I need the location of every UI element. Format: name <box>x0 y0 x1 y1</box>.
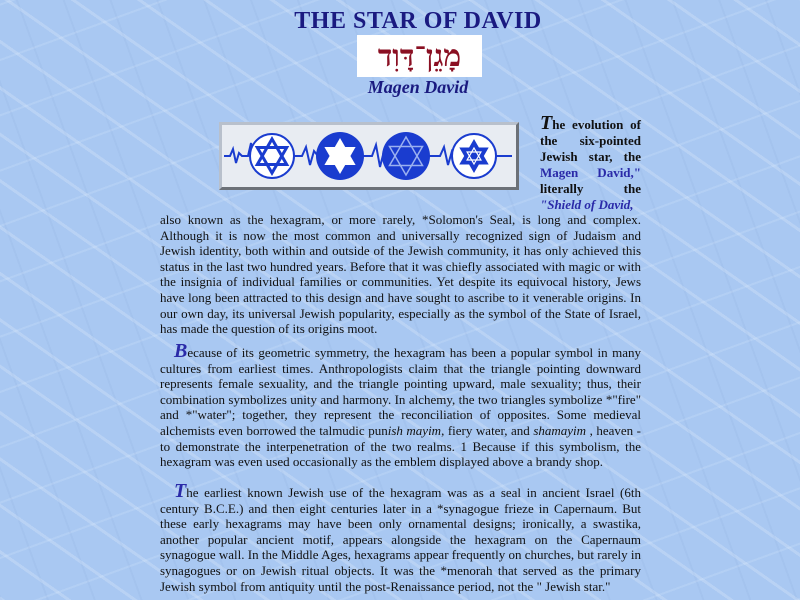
star-of-david-icon <box>452 134 496 178</box>
star-banner-image <box>219 122 519 190</box>
intro-text-a: he evolution of the six-pointed Jewish star, the <box>540 117 641 164</box>
intro-paragraph <box>160 212 641 337</box>
paragraph2-text-c: , heaven - to demonstrate the interpenetration of the two realms. 1 Because if this symbolism, the hexagram was even used occasionally as the emblem displayed above a brandy shop. <box>160 422 641 470</box>
page-subtitle: Magen David <box>367 77 469 97</box>
paragraph2-text-a: ecause of its geometric symmetry, the hexagram has been a popular symbol in many cultures from earliest times. Anthropologists claim that the triangle pointing downward represents female sexuality, and the triangle pointing upward, male sexuality; thus, their combination symbolizes unity and harmony. In alchemy, the two triangles symbolize *"fire" and *"water"; together, they represent the reconciliation of opposites. Some medieval alchemists even borrowed the talmudic pun <box>160 345 641 438</box>
intro-side-text <box>540 112 641 213</box>
star-of-david-icon <box>382 132 430 180</box>
drop-cap: T <box>540 112 553 134</box>
page-title: THE STAR OF DAVID <box>294 8 542 34</box>
magen-david-link[interactable]: Magen David," <box>540 165 641 180</box>
intro-continuation: also known as the hexagram, or more rarely, *Solomon's Seal, is long and complex. Although it is now the most common and universally recognized sign of Judaism and Jewish identity, both within and outside of the Jewish community, it has only achieved this status in the last two hundred years. Before that it was chiefly associated with magic or with the insignia of individual families or communities. Yet despite its equivocal history, Jews have long been attracted to this design and have sought to ascribe to it venerable origins. In our own day, its universal Jewish popularity, especially as the symbol of the State of Israel, has made the question of its origins moot. <box>160 212 641 337</box>
drop-cap: T <box>174 480 187 502</box>
intro-text-b: literally the <box>540 181 641 196</box>
shamayim-term: shamayim <box>533 422 587 438</box>
star-of-david-icon <box>250 134 294 178</box>
star-banner-graphic <box>222 125 516 187</box>
hebrew-title-box <box>357 35 482 77</box>
star-of-david-icon <box>316 132 364 180</box>
paragraph-earliest-use <box>160 480 641 594</box>
paragraph2-text-b: , fiery water, and <box>441 422 534 438</box>
paragraph3-text: he earliest known Jewish use of the hexagram was as a seal in ancient Israel (6th century B.C.E.) and then eight centuries later in a *synagogue frieze in Capernaum. But these early hexagrams may have been only ornamental designs; ironically, a swastika, another popular ancient motif, appears alongside the hexagram on the Capernaum synagogue wall. In the Middle Ages, hexagrams appear frequently on churches, but rarely in synagogues or on Jewish ritual objects. It was the *menorah that served as the primary Jewish symbol from antiquity until the post-Renaissance period, not the " Jewish star." <box>160 485 641 594</box>
shield-of-david-link[interactable]: "Shield of David, <box>540 197 634 212</box>
drop-cap: B <box>174 340 188 362</box>
ish-mayim-term: ish mayim <box>387 422 442 438</box>
paragraph-geometric-symmetry <box>160 340 641 470</box>
hebrew-title: מָגֵן־דָּוִד <box>377 38 462 74</box>
